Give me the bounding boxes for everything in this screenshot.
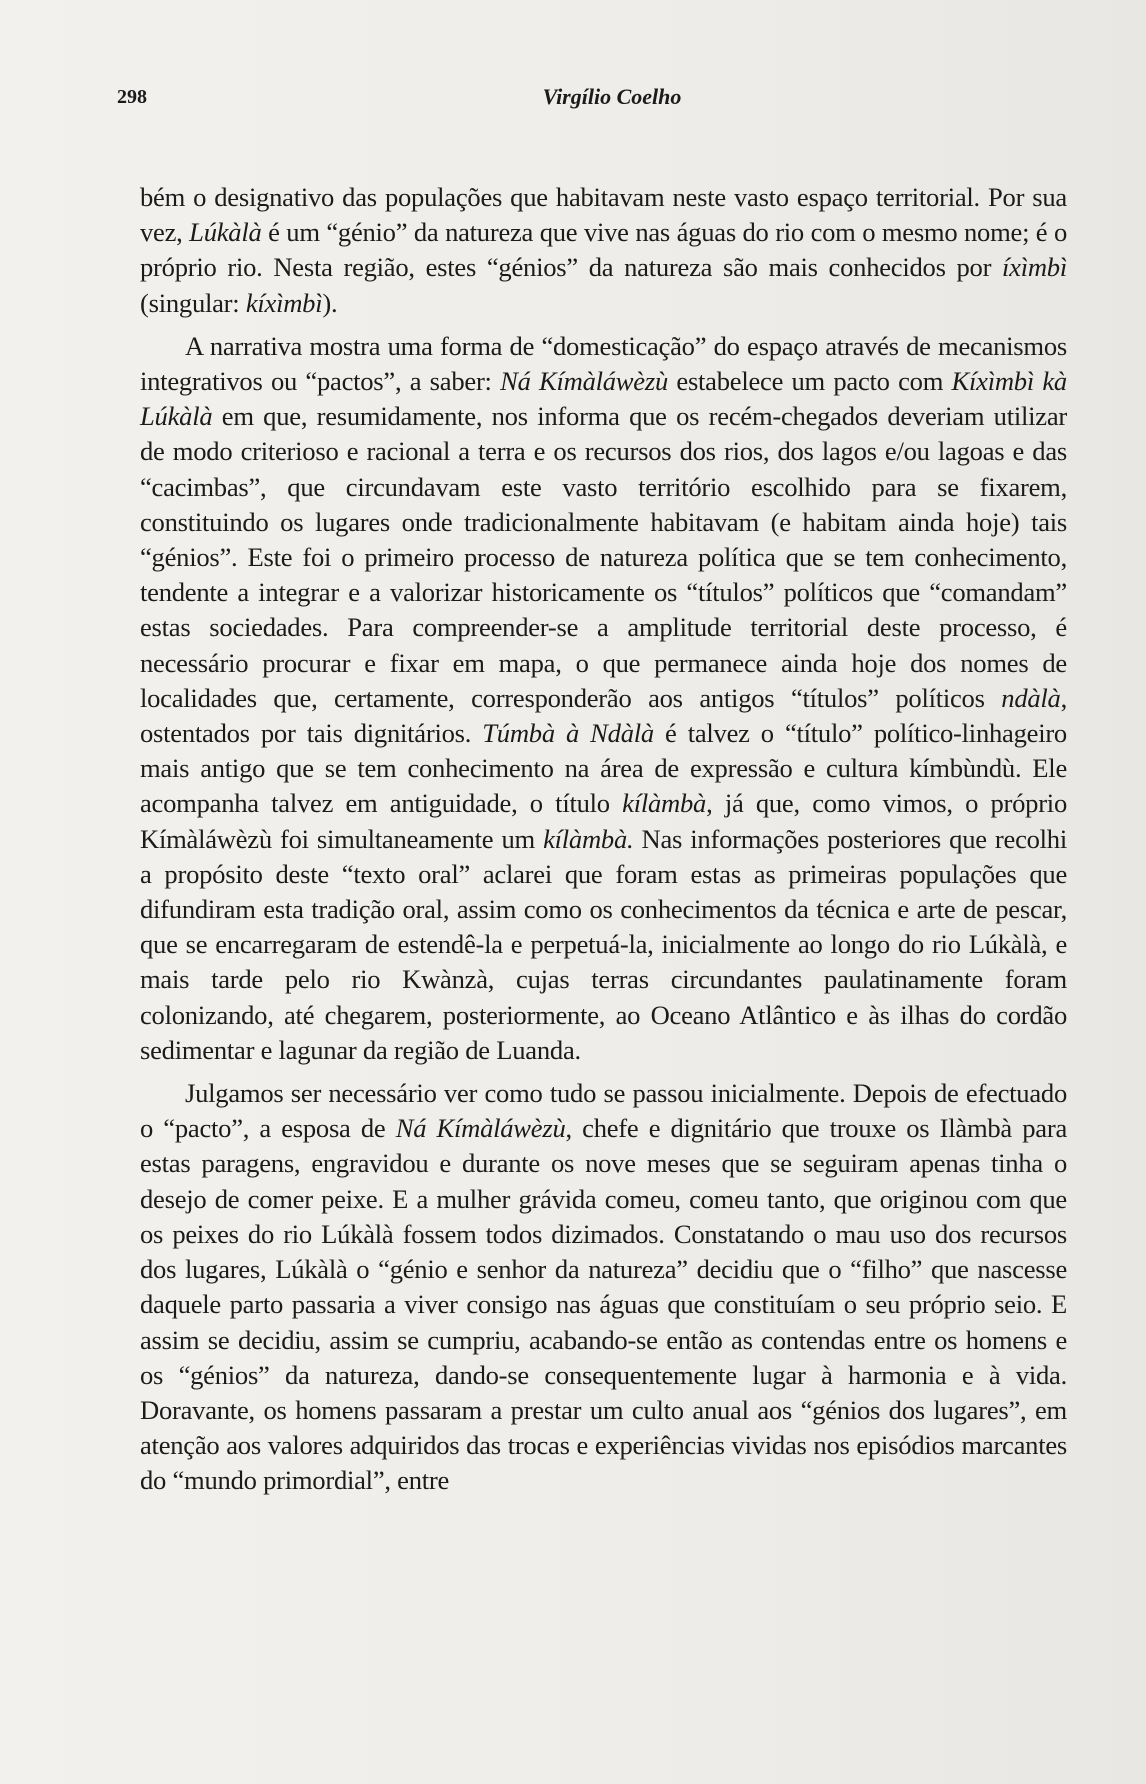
- italic-term: Lúkàlà: [189, 217, 262, 248]
- text-span: em que, resumidamente, nos informa que os recém-chegados deveriam utilizar de modo criterioso e racional a terra e os recursos dos rios, dos lagos e/ou lagoas e das “cacimbas”, que circundavam este vasto território escolhido para se fixarem, constituindo os lugares onde tradicionalmente habitavam (e habitam ainda hoje) tais “génios”. Este foi o primeiro processo de natureza política que se tem conhecimento, tendente a integrar e a valorizar historicamente os “títulos” políticos que “comandam” estas sociedades. Para compreender-se a amplitude territorial deste processo, é necessário procurar e fixar em mapa, o que permanece ainda hoje dos nomes de localidades que, certamente, corresponderão aos antigos “títulos” políticos: [140, 401, 1067, 713]
- text-span: , ostentados por tais dignitários.: [140, 682, 1067, 749]
- text-span: é talvez o “título” político-linhageiro mais antigo que se tem conhecimento na área de expressão e cultura kímbùndù. Ele acompanha talvez em antiguidade, o título: [140, 718, 1067, 819]
- text-span: Nas informações posteriores que recolhi a propósito deste “texto oral” aclarei que foram estas as primeiras populações que difundiram esta tradição oral, assim como os conhecimentos da técnica e arte de pescar, que se encarregaram de estendê-la e perpetuá-la, inicialmente ao longo do rio Lúkàlà, e mais tarde pelo rio Kwànzà, cujas terras circundantes paulatinamente foram colonizando, até chegarem, posteriormente, ao Oceano Atlântico e às ilhas do cordão sedimentar e lagunar da região de Luanda.: [140, 823, 1067, 1065]
- page-number: 298: [117, 86, 147, 108]
- paragraph-3: [140, 1076, 1067, 1498]
- italic-term: Ná Kímàláwèzù: [500, 366, 668, 397]
- italic-term: kílàmbà: [622, 788, 707, 819]
- text-span: Julgamos ser necessário ver como tudo se passou inicialmente. Depois de efectuado o “pacto”, a esposa de: [140, 1078, 1067, 1144]
- text-span: ).: [322, 287, 338, 318]
- paragraph-2: [140, 329, 1067, 1068]
- italic-term: Túmbà à Ndàlà: [482, 718, 654, 749]
- italic-term: kíxìmbì: [245, 287, 323, 318]
- paragraph-1: [140, 180, 1067, 321]
- italic-term: Kíxìmbì kà Lúkàlà: [140, 366, 1067, 432]
- text-span: , chefe e dignitário que trouxe os Ilàmbà para estas paragens, engravidou e durante os nove meses que se seguiram apenas tinha o desejo de comer peixe. E a mulher grávida comeu, comeu tanto, que originou com que os peixes do rio Lúkàlà fossem todos dizimados. Constatando o mau uso dos recursos dos lugares, Lúkàlà o “génio e senhor da natureza” decidiu que o “filho” que nascesse daquele parto passaria a viver consigo nas águas que constituíam o seu próprio seio. E assim se decidiu, assim se cumpriu, acabando-se então as contendas entre os homens e os “génios” da natureza, dando-se consequentemente lugar à harmonia e à vida. Doravante, os homens passaram a prestar um culto anual aos “génios dos lugares”, em atenção aos valores adquiridos das trocas e experiências vividas nos episódios marcantes do “mundo primordial”, entre: [140, 1113, 1067, 1496]
- body-text: [140, 180, 1067, 1499]
- text-span: (singular:: [140, 287, 246, 318]
- running-head-author: Virgílio Coelho: [542, 84, 682, 109]
- italic-term: Ná Kímàláwèzù: [395, 1113, 566, 1144]
- text-span: estabelece um pacto com: [668, 366, 952, 397]
- italic-term: kílàmbà.: [543, 823, 634, 854]
- page-header: [117, 80, 1067, 114]
- text-span: A narrativa mostra uma forma de “domesticação” do espaço através de mecanismos integrativos ou “pactos”, a saber:: [140, 330, 1067, 397]
- text-span: , já que, como vimos, o próprio Kímàláwèzù foi simultaneamente um: [140, 788, 1067, 854]
- italic-term: íxìmbì: [1002, 252, 1067, 283]
- italic-term: ndàlà: [1001, 682, 1061, 713]
- text-span: é um “génio” da natureza que vive nas águas do rio com o mesmo nome; é o próprio rio. Nesta região, estes “génios” da natureza são mais conhecidos por: [140, 217, 1068, 283]
- text-span: bém o designativo das populações que habitavam neste vasto espaço territorial. Por sua vez,: [140, 182, 1067, 248]
